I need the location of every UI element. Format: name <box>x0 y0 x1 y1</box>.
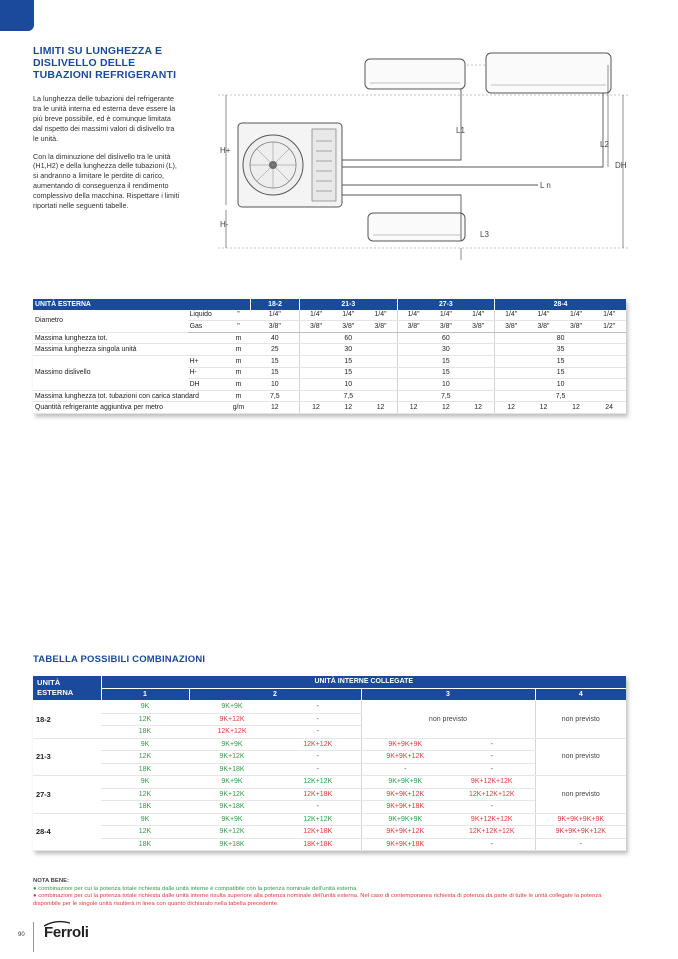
header-outdoor-unit: UNITÀ ESTERNA <box>33 676 101 701</box>
table-row: 18-2 9K 9K+9K - non previsto non previsto <box>33 701 626 714</box>
footer-divider <box>33 922 34 952</box>
label-l3: L3 <box>480 230 489 239</box>
outdoor-unit <box>238 123 342 207</box>
indoor-unit-2 <box>486 53 611 93</box>
combinations-title: TABELLA POSSIBILI COMBINAZIONI <box>33 654 206 665</box>
note-red: ● combinazioni per cui la potenza totale richiesta dalle unità interne risulta superiore alla potenza nominale dell'unità esterna. Nel caso di contemporanea richiesta di potenza da parte di tutte le unità collegate la potenza disponibile per le singole unità risulterà in linea con quanto dichiarato nella tabella precedente. <box>33 893 602 907</box>
table-row: 27-3 9K 9K+9K 12K+12K 9K+9K+9K 9K+12K+12K non previsto <box>33 776 626 789</box>
table-row: 12K 9K+12K - <box>33 713 626 726</box>
model-28-4: 28-4 <box>495 299 626 310</box>
model-27-3: 27-3 <box>397 299 495 310</box>
label-l1: L1 <box>456 126 465 135</box>
model-18-2: 18-2 <box>251 299 300 310</box>
limits-table <box>33 299 626 414</box>
table-row: Diametro Liquido " 1/4" 1/4" 1/4" 1/4" 1/4" 1/4" 1/4" 1/4" 1/4" 1/4" 1/4" <box>33 310 626 321</box>
table-row: 18K 9K+18K 18K+18K 9K+9K+18K - - <box>33 838 626 851</box>
table-row: 21-3 9K 9K+9K 12K+12K 9K+9K+9K - non previsto <box>33 738 626 751</box>
label-l2: L2 <box>600 140 609 149</box>
table-row: DH m 10 10 10 10 <box>33 379 626 391</box>
note-green: ● combinazioni per cui la potenza totale richiesta dalle unità interne è compatibile con la potenza nominale dell'unità esterna. <box>33 885 358 892</box>
table-row: Gas " 3/8" 3/8" 3/8" 3/8" 3/8" 3/8" 3/8" 3/8" 3/8" 3/8" 1/2" <box>33 321 626 333</box>
table-row: 12K 9K+12K 12K+18K 9K+9K+12K 12K+12K+12K <box>33 788 626 801</box>
notes-title: NOTA BENE: <box>33 878 69 884</box>
label-h-plus: H+ <box>220 146 231 155</box>
table-row: 18K 9K+18K - 9K+9K+18K - <box>33 801 626 814</box>
col-2: 2 <box>189 688 361 701</box>
table-row: Massima lunghezza singola unità m 25 30 30 35 <box>33 344 626 356</box>
col-4: 4 <box>535 688 626 701</box>
col-3: 3 <box>361 688 535 701</box>
table-row: H- m 15 15 15 15 <box>33 367 626 379</box>
intro-paragraph-1: La lunghezza delle tubazioni del refrigerante tra le unità interna ed esterna deve essere la più breve possibile, ed è comunque limitata dal rispetto dei massimi valori di dislivello tra le unità. <box>33 94 176 143</box>
table-row: Quantità refrigerante aggiuntiva per metro g/m 12 12 12 12 12 12 12 12 12 12 24 <box>33 402 626 414</box>
label-dh: DH <box>615 161 627 170</box>
table-row: Massima lunghezza tot. tubazioni con carica standard m 7,5 7,5 7,5 7,5 <box>33 390 626 402</box>
indoor-unit-3 <box>368 213 465 241</box>
col-1: 1 <box>101 688 189 701</box>
intro-paragraph-2: Con la diminuzione del dislivello tra le unità (H1,H2) e della lunghezza delle tubazioni (L), si andranno a limitare le perdite di carico, aumentando di conseguenza il rendimento complessivo della macchina. Rispettare i limiti riportati nelle seguenti tabelle. <box>33 151 180 211</box>
combinations-table <box>33 676 626 851</box>
section-title: LIMITI SU LUNGHEZZA E DISLIVELLO DELLE TUBAZIONI REFRIGERANTI <box>33 45 177 81</box>
intro-text <box>33 94 181 219</box>
page-number: 90 <box>18 932 25 938</box>
indoor-unit-1 <box>365 59 465 89</box>
table-row: Massima lunghezza tot. m 40 60 60 80 <box>33 332 626 344</box>
header-indoor-units: UNITÀ INTERNE COLLEGATE <box>101 676 626 688</box>
table1-title: UNITÀ ESTERNA <box>33 299 251 310</box>
notes <box>33 878 623 908</box>
table-row: 12K 9K+12K 12K+18K 9K+9K+12K 12K+12K+12K 9K+9K+9K+12K <box>33 826 626 839</box>
table-row: 18K 12K+12K - <box>33 726 626 739</box>
brand-logo: Ferroli <box>44 924 89 941</box>
table-row: Massimo dislivello H+ m 15 15 15 15 <box>33 355 626 367</box>
label-h-minus: H- <box>220 220 229 229</box>
table-row: 12K 9K+12K - 9K+9K+12K - <box>33 751 626 764</box>
piping-diagram <box>218 45 638 265</box>
table-row: 18K 9K+18K - - - <box>33 763 626 776</box>
corner-tab <box>0 0 34 31</box>
model-21-3: 21-3 <box>299 299 397 310</box>
table-row: 28-4 9K 9K+9K 12K+12K 9K+9K+9K 9K+12K+12K 9K+9K+9K+9K <box>33 813 626 826</box>
label-ln: L n <box>540 181 551 190</box>
